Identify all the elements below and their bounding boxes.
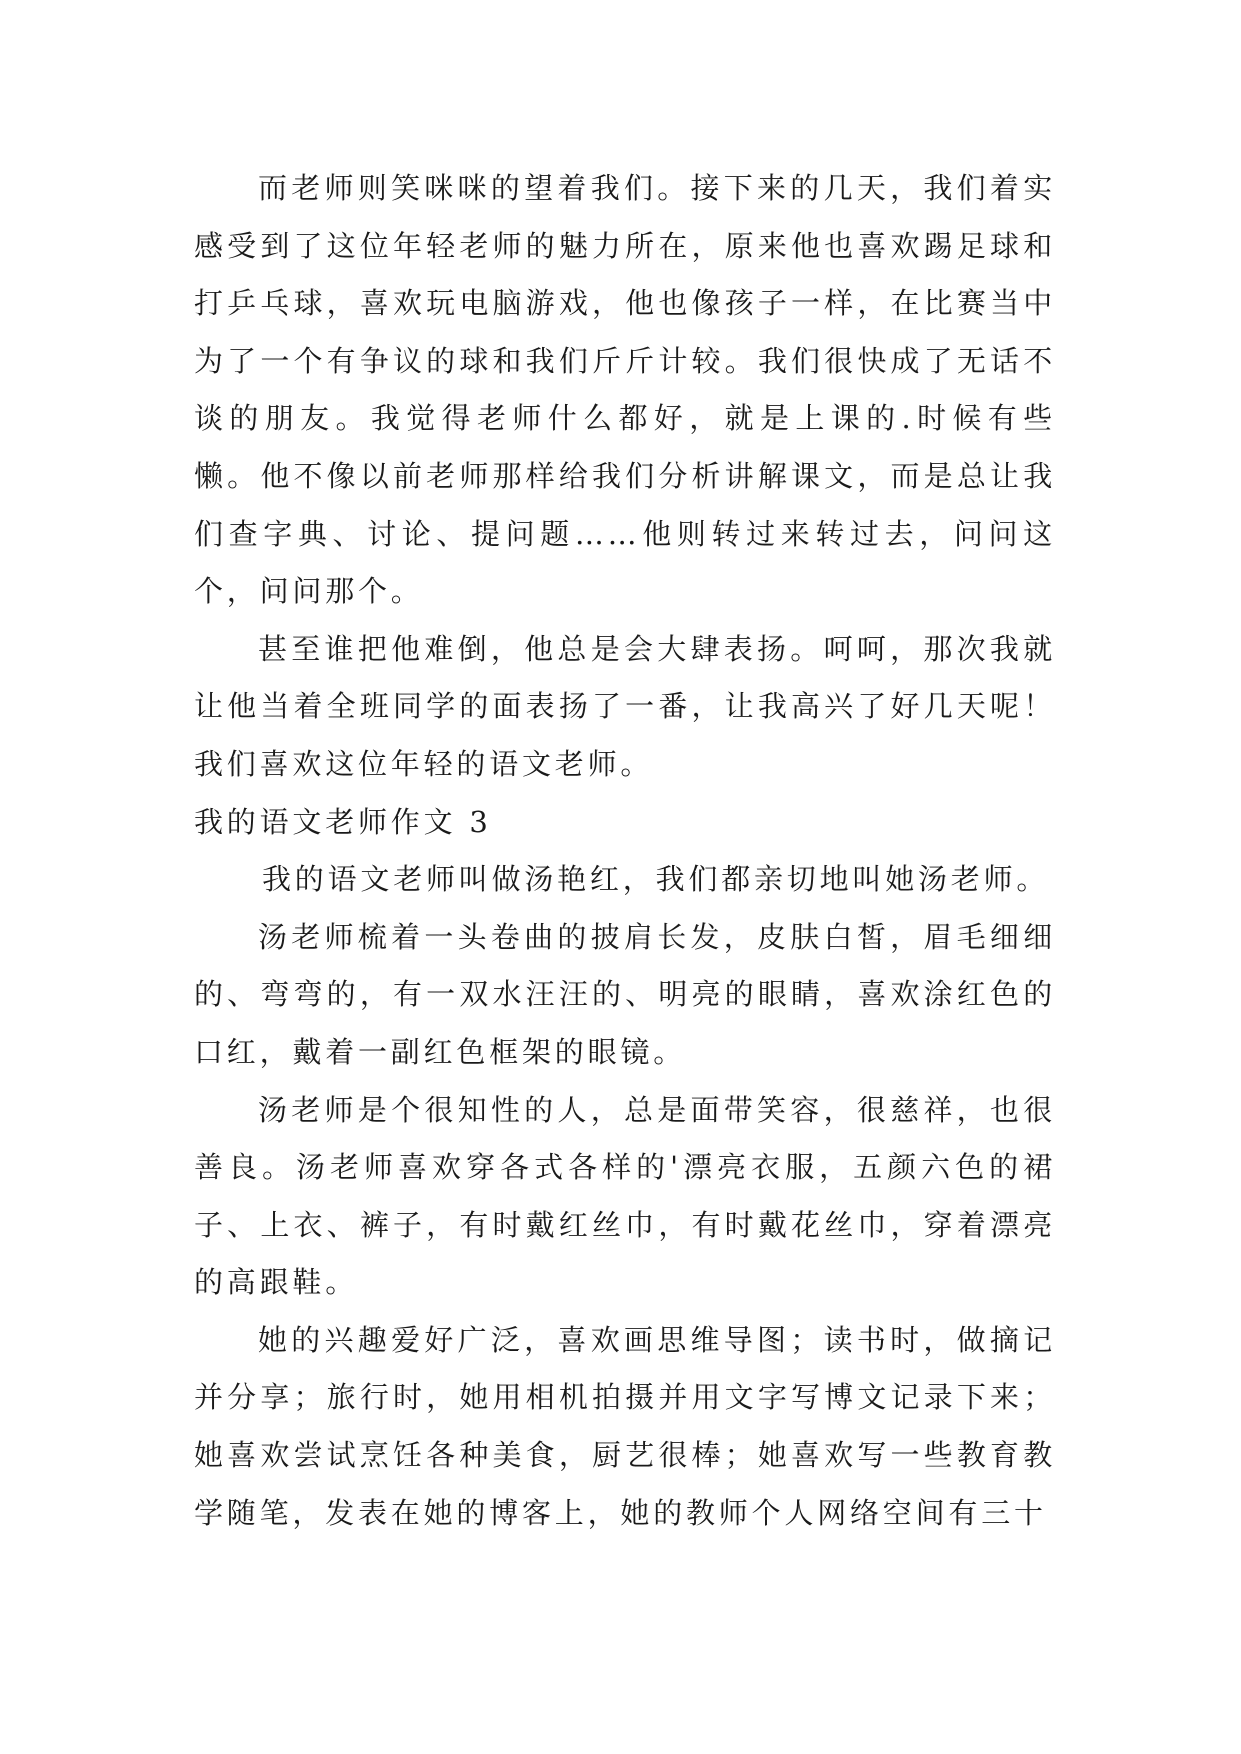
body-paragraph: 而老师则笑咪咪的望着我们。接下来的几天，我们着实感受到了这位年轻老师的魅力所在，原来他也喜欢踢足球和打乒乓球，喜欢玩电脑游戏，他也像孩子一样，在比赛当中为了一个有争议的球和我们斤斤计较。我们很快成了无话不谈的朋友。我觉得老师什么都好，就是上课的.时候有些懒。他不像以前老师那样给我们分析讲解课文，而是总让我们查字典、讨论、提问题……他则转过来转过去，问问这个，问问那个。	[194, 171, 1056, 609]
body-paragraph: 甚至谁把他难倒，他总是会大肆表扬。呵呵，那次我就让他当着全班同学的面表扬了一番，让我高兴了好几天呢！我们喜欢这位年轻的语文老师。	[194, 631, 1056, 781]
document-body	[194, 160, 1056, 1542]
body-paragraph: 她的兴趣爱好广泛，喜欢画思维导图；读书时，做摘记并分享；旅行时，她用相机拍摄并用文字写博文记录下来；她喜欢尝试烹饪各种美食，厨艺很棒；她喜欢写一些教育教学随笔，发表在她的博客上，她的教师个人网络空间有三十	[194, 1322, 1056, 1530]
body-paragraph: 汤老师梳着一头卷曲的披肩长发，皮肤白皙，眉毛细细的、弯弯的，有一双水汪汪的、明亮的眼睛，喜欢涂红色的口红，戴着一副红色框架的眼镜。	[194, 919, 1056, 1069]
section-title: 我的语文老师作文 3	[194, 804, 492, 839]
body-paragraph: 我的语文老师叫做汤艳红，我们都亲切地叫她汤老师。	[262, 862, 1050, 897]
body-paragraph: 汤老师是个很知性的人，总是面带笑容，很慈祥，也很善良。汤老师喜欢穿各式各样的'漂亮衣服，五颜六色的裙子、上衣、裤子，有时戴红丝巾，有时戴花丝巾，穿着漂亮的高跟鞋。	[194, 1092, 1056, 1300]
